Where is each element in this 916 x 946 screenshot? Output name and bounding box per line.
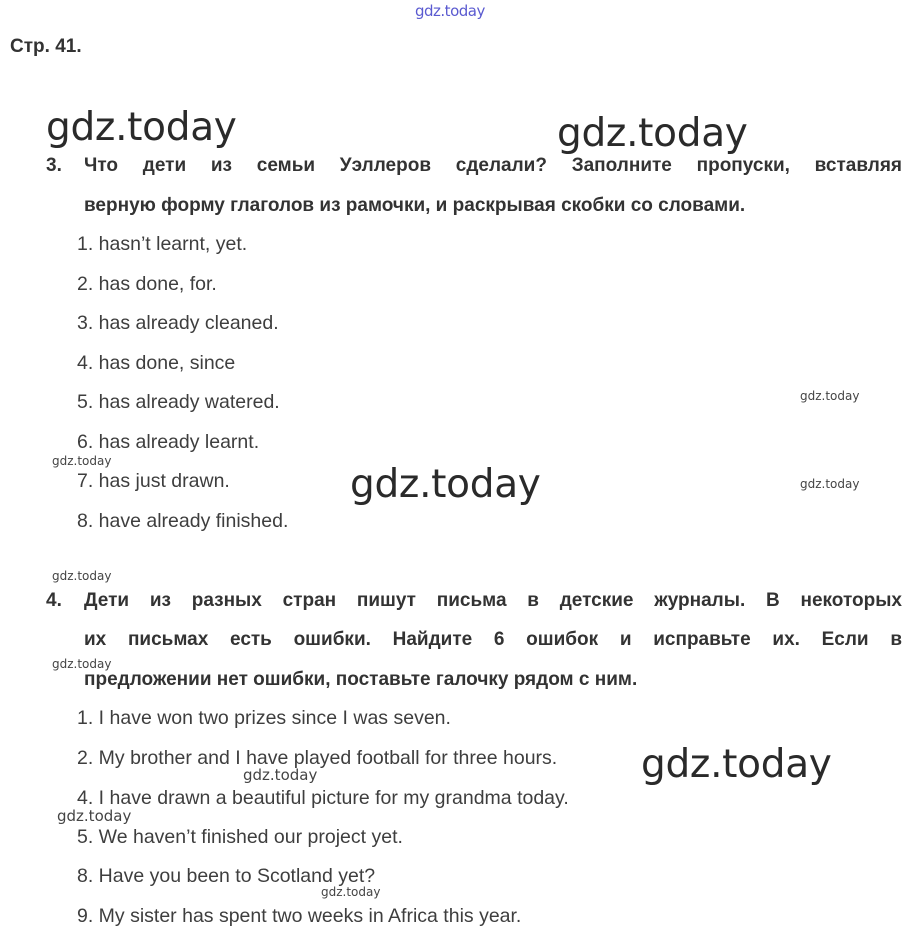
task3-number: 3. (46, 155, 62, 176)
task4-answer: 4. I have drawn a beautiful picture for my grandma today. (77, 787, 569, 809)
watermark: gdz.today (52, 454, 112, 468)
watermark: gdz.today (641, 742, 832, 787)
watermark: gdz.today (243, 766, 318, 784)
task4-answer: 8. Have you been to Scotland yet? (77, 865, 376, 887)
task3-instruction-line-1: Что дети из семьи Уэллеров сделали? Заполните пропуски, вставляя (84, 155, 902, 176)
task4-answer: 5. We haven’t finished our project yet. (77, 826, 403, 848)
watermark: gdz.today (46, 105, 237, 150)
task3-instruction-line-2: верную форму глаголов из рамочки, и раскрывая скобки со словами. (84, 195, 746, 216)
watermark: gdz.today (800, 477, 860, 491)
task3-answer: 6. has already learnt. (77, 431, 260, 453)
watermark: gdz.today (800, 389, 860, 403)
task3-answer: 7. has just drawn. (77, 470, 230, 492)
task4-instruction-line-1: Дети из разных стран пишут письма в детские журналы. В некоторых (84, 590, 902, 611)
watermark: gdz.today (52, 657, 112, 671)
watermark: gdz.today (57, 807, 132, 825)
page-label: Стр. 41. (10, 36, 82, 57)
task4-answer: 2. My brother and I have played football for three hours. (77, 747, 558, 769)
task4-instruction-line-3: предложении нет ошибки, поставьте галочку рядом с ним. (84, 669, 638, 690)
task3-answer: 5. has already watered. (77, 391, 280, 413)
watermark: gdz.today (557, 111, 748, 156)
task3-answer: 1. hasn’t learnt, yet. (77, 233, 248, 255)
task3-answer: 2. has done, for. (77, 273, 217, 295)
watermark: gdz.today (52, 569, 112, 583)
task3-answer: 4. has done, since (77, 352, 236, 374)
watermark-top: gdz.today (415, 2, 485, 20)
task4-answer: 1. I have won two prizes since I was seven. (77, 707, 451, 729)
task4-answer: 9. My sister has spent two weeks in Africa this year. (77, 905, 522, 927)
watermark: gdz.today (321, 885, 381, 899)
task4-instruction-line-2: их письмах есть ошибки. Найдите 6 ошибок и исправьте их. Если в (84, 629, 902, 650)
task4-number: 4. (46, 590, 62, 611)
watermark: gdz.today (350, 462, 541, 507)
task3-answer: 8. have already finished. (77, 510, 289, 532)
task3-answer: 3. has already cleaned. (77, 312, 279, 334)
